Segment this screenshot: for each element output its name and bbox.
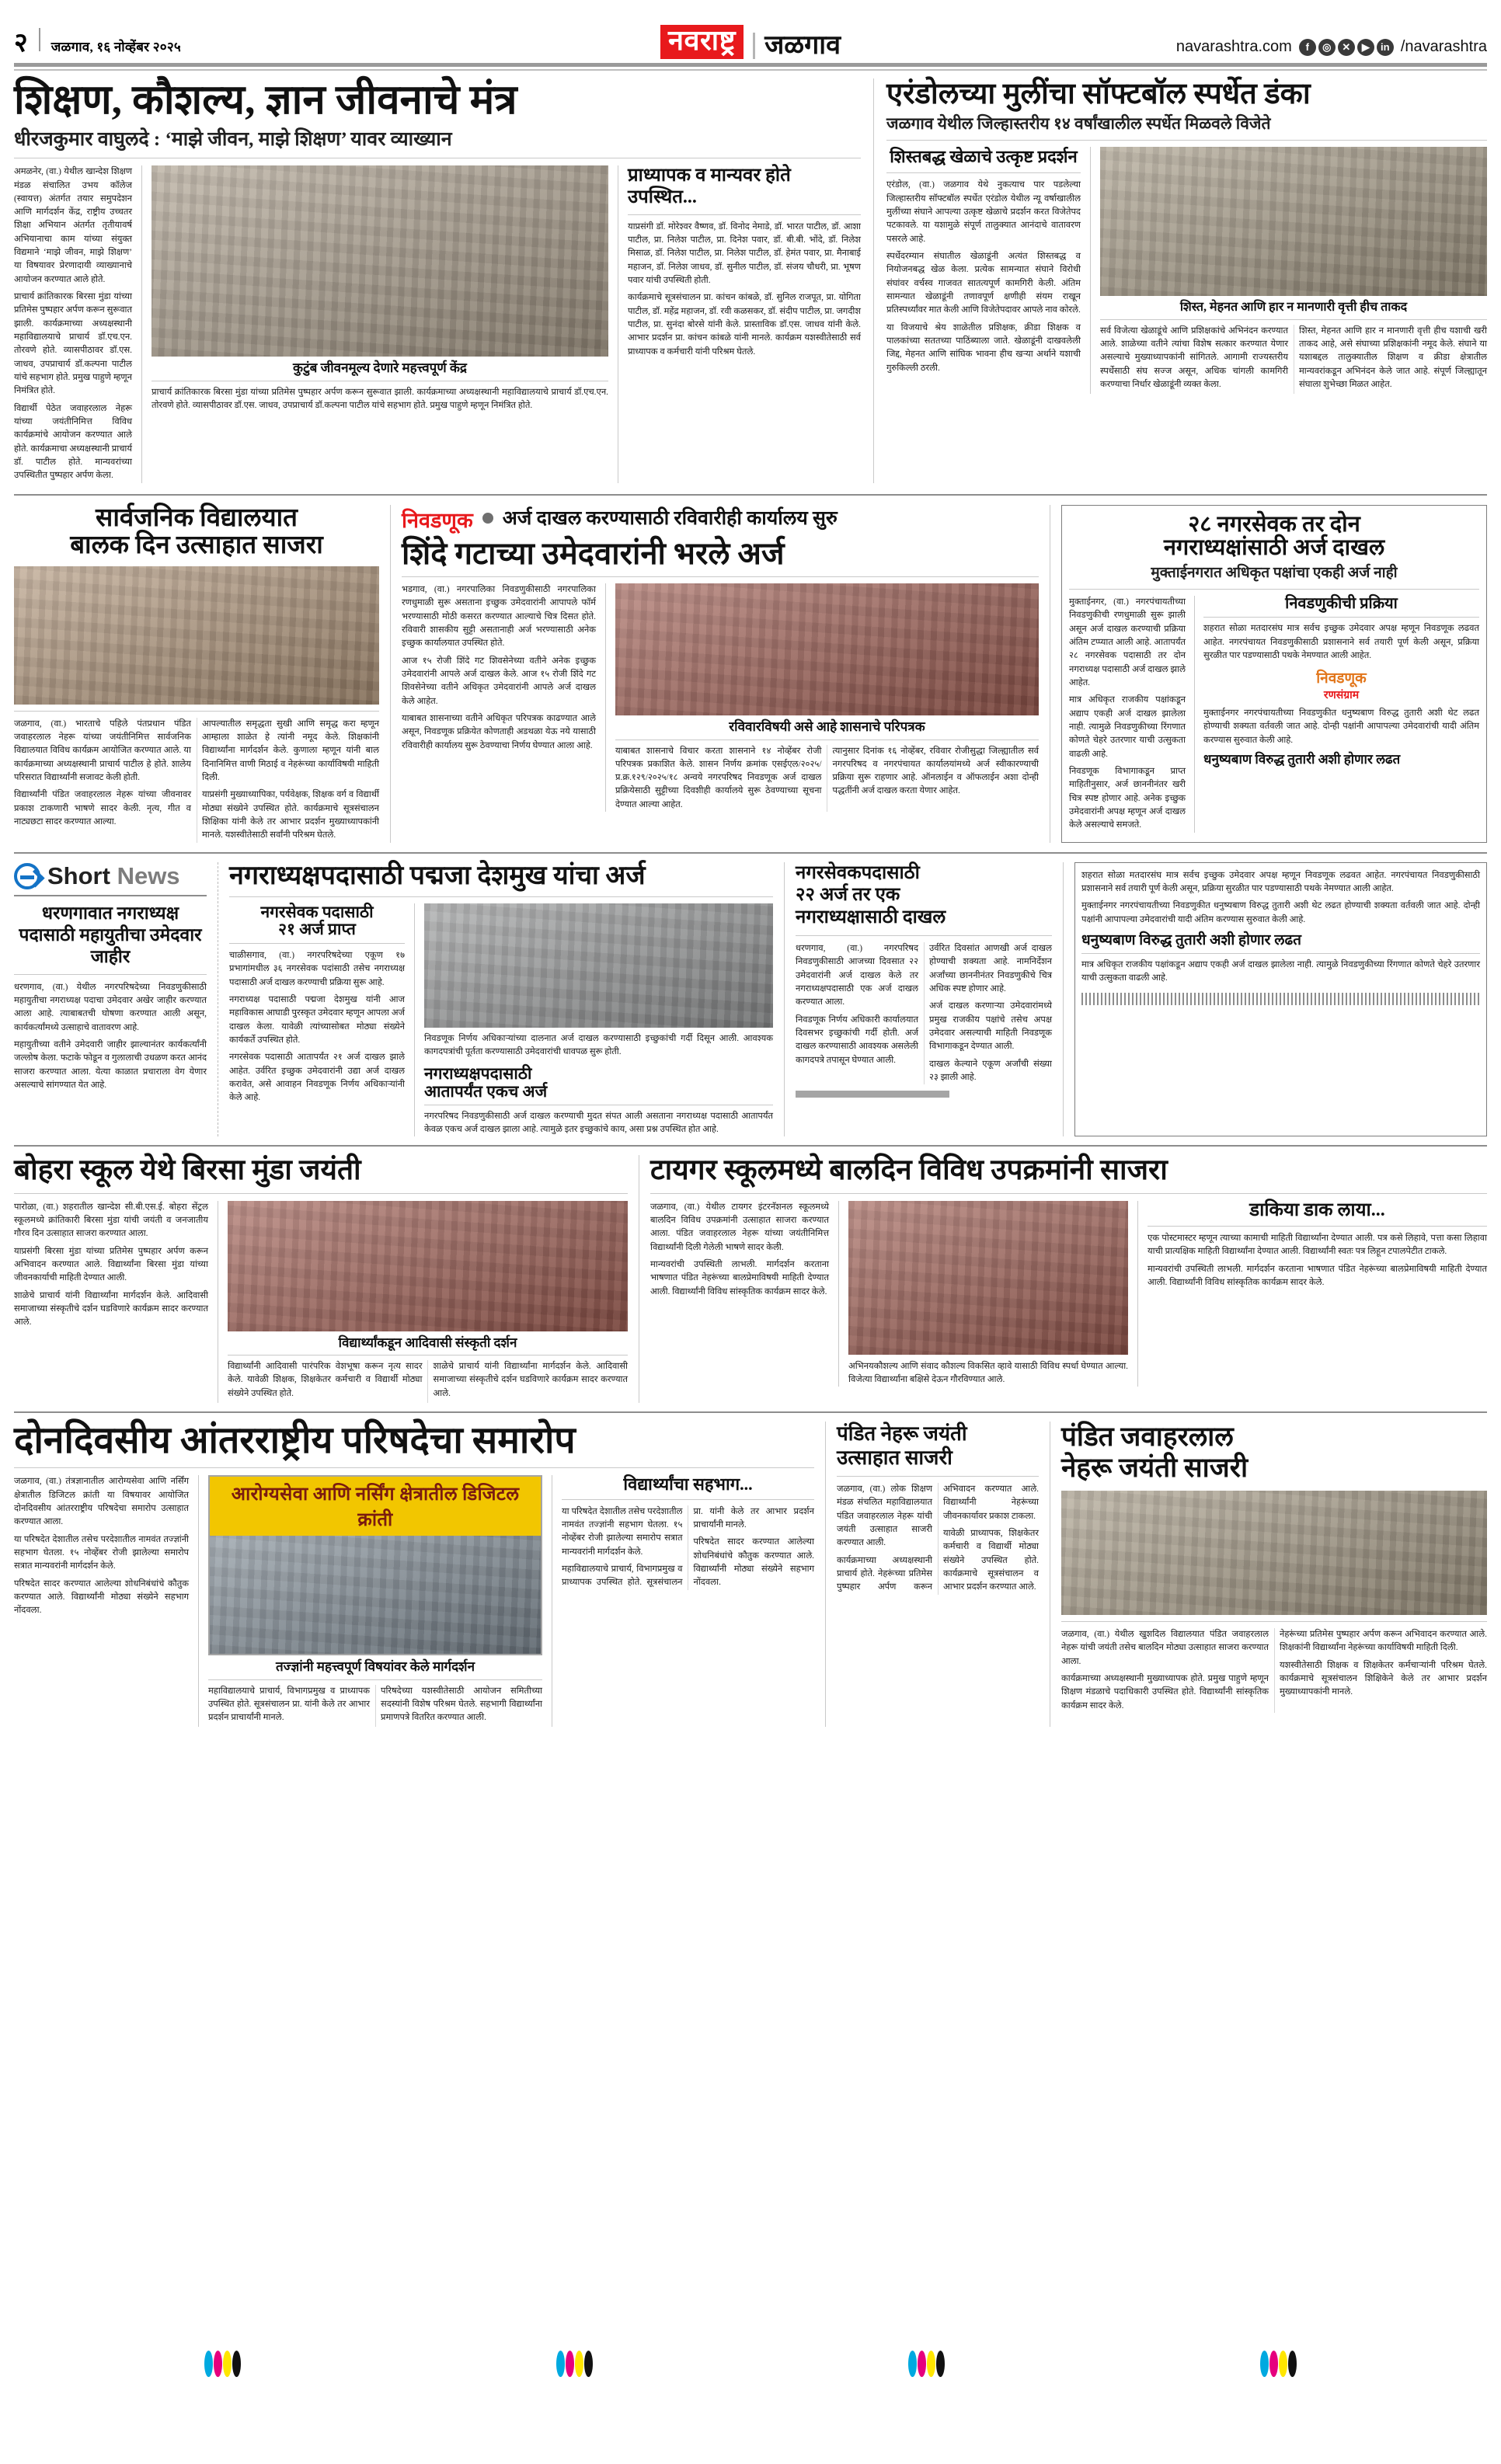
nagarsevak22-para-3: उर्वरित दिवसांत आणखी अर्ज दाखल होण्याची शक्यता आहे. नामनिर्देशन अर्जांच्या छाननीनंतर निवडणुकीचे चित्र अधिक स्पष्ट होणार आहे. [929,944,1052,994]
bullet-dot-icon [482,513,493,524]
arrow-right-circle-icon [14,863,40,889]
shinde-story [402,505,1039,843]
nehru-big-para-1: जळगाव, (वा.) येथील खुशदिल विद्यालयात पंडित जवाहरलाल नेहरू यांची जयंती तसेच बालदिन मोठ्या उत्साहात साजरा करण्यात आला. [1061,1630,1269,1666]
parishad-banner-title: आरोग्यसेवा आणि नर्सिंग क्षेत्रातील डिजिटल क्रांती [210,1477,541,1536]
padmaja-col-1 [229,903,405,1137]
band-3 [14,862,1487,1137]
registration-mark-2 [556,2351,593,2377]
masthead-brand-block[interactable] [660,25,841,59]
nagarsevak28-tail-para-1: शहरात सोळा मतदारसंघ मात्र सर्वच इच्छुक उमेदवार अपक्ष म्हणून निवडणूक लढवत आहेत. नगरपंचायत निवडणुकीसाठी प्रशासनाने सर्व तयारी पूर्ण केली असून, प्रक्रिया सुरळीत पार पडण्यासाठी पथके नेमण्यात आली आहेत. [1081,870,1480,893]
brand-logo[interactable]: नवराष्ट्र [660,25,744,59]
softball-headline: एरंडोलच्या मुलींचा सॉफ्टबॉल स्पर्धेत डंका [886,78,1311,110]
nagarsevak22-para-1: धरणगाव, (वा.) नगरपरिषद निवडणुकीसाठी आजच्या दिवसात २२ उमेदवारांनी अर्ज दाखल केले तर नगराध्यक्षपदासाठी एक अर्ज दाखल करण्यात आला. [796,944,918,1008]
softball-story [886,78,1487,483]
lead-sidebar-para-2: कार्यक्रमाचे सूत्रसंचालन प्रा. कांचन कांबळे, डॉ. सुनिल राजपूत, प्रा. योगिता पाटील, डॉ. महेंद्र महाजन, डॉ. रवी कळसकर, डॉ. संदीप पाटील, प्रा. जगदीश पाटील, प्रा. सुनंदा बोरसे यांनी केले. प्रास्ताविक डॉ.एस. जाधव यांनी केले. आभार प्रदर्शन प्रा. कांचन कांबळे यांनी मानले. कार्यक्रम यशस्वीतेसाठी सर्व प्राध्यापक व कर्मचारी यांनी परिश्रम घेतले. [628,293,861,357]
reg-yellow-dot [223,2351,232,2377]
padmaja-col-2 [424,903,773,1137]
band-2-rule-1 [390,505,391,843]
bohra-divider [14,1193,628,1194]
nagarsevak22-headline-2: २२ अर्ज तर एक [796,885,900,906]
parishad-para-5: परिषदेच्या यशस्वीतेसाठी आयोजन समितीच्या सदस्यांनी विशेष परिश्रम घेतले. सहभागी विद्यार्थ्यांना प्रमाणपत्रे वितरित करण्यात आली. [381,1686,542,1723]
padmaja-rule-1 [414,903,415,1137]
lead-band [14,78,1487,483]
softball-subhead: जळगाव येथील जिल्हास्तरीय १४ वर्षांखालील स्पर्धेत मिळवले विजेते [886,114,1271,134]
padmaja-para-3: नगरसेवक पदासाठी आतापर्यंत २१ अर्ज दाखल झाले आहेत. उर्वरित इच्छुक उमेदवारांनी उद्या अर्ज दाखल करावेत, असे आवाहन निवडणूक निर्णय अधिकाऱ्यांनी केले आहे. [229,1053,405,1103]
nagarsevak22-para-5: दाखल केल्याने एकूण अर्जांची संख्या २३ झाली आहे. [929,1059,1052,1082]
bohra-para-2: याप्रसंगी बिरसा मुंडा यांच्या प्रतिमेस पुष्पहार अर्पण करून अभिवादन करण्यात आले. विद्यार्थ्यांना बिरसा मुंडा यांच्या जीवनकार्याची माहिती देण्यात आली. [14,1246,208,1283]
parishad-headline: दोनदिवसीय आंतरराष्ट्रीय परिषदेचा समारोप [14,1419,576,1461]
bohra-caption-rule [228,1355,628,1356]
parishad-col-3 [562,1475,814,1727]
bohra-photo [228,1201,628,1331]
tiger-headline: टायगर स्कूलमध्ये बालदिन विविध उपक्रमांनी साजरा [650,1154,1168,1187]
nehru-big-story [1061,1422,1487,1728]
social-links[interactable] [1299,39,1394,56]
masthead-divider [39,28,40,51]
facebook-icon[interactable]: f [1299,39,1316,56]
reg-black-dot [232,2351,241,2377]
parishad-para-4: महाविद्यालयाचे प्राचार्य, विभागप्रमुख व प्राध्यापक उपस्थित होते. सूत्रसंचालन प्रा. यांनी केले तर आभार प्रदर्शन प्राचार्यांनी मानले. [208,1686,370,1723]
instagram-icon[interactable]: ◎ [1318,39,1336,56]
short-news-rule-2 [14,974,207,975]
parishad-caption-rule [208,1679,542,1680]
website-url[interactable]: navarashtra.com [1175,38,1292,55]
parishad-col-1 [14,1475,189,1727]
padmaja-photo-body: निवडणूक निर्णय अधिकाऱ्यांच्या दालनात अर्ज दाखल करण्यासाठी इच्छुकांची गर्दी दिसून आली. आवश्यक कागदपत्रांची पूर्तता करण्यासाठी उमेदवारांची धावपळ सुरू होती. [424,1033,773,1056]
parishad-para-7: महाविद्यालयाचे प्राचार्य, विभागप्रमुख व प्राध्यापक उपस्थित होते. सूत्रसंचालन प्रा. यांनी केले तर आभार प्रदर्शन प्राचार्यांनी मानले. [562,1506,814,1588]
tiger-divider [650,1193,1487,1194]
tiger-side-head: डाकिया डाक लाया... [1249,1199,1385,1220]
masthead-left [14,28,181,56]
lead-rule-1 [141,165,142,483]
nagarsevak28-para-1: मुक्ताईनगर, (वा.) नगरपंचायतीच्या निवडणुकीची रणधुमाळी सुरू झाली असून अर्ज दाखल करण्याची प्रक्रिया अंतिम टप्प्यात आली आहे. आतापर्यंत २८ नगरसेवक पदासाठी तर दोन नगराध्यक्ष पदासाठी अर्ज दाखल झाले आहेत. [1069,597,1186,687]
lead-subhead: धीरजकुमार वाघुलदे : ‘माझे जीवन, माझे शिक्षण’ यावर व्याख्यान [14,129,452,151]
parishad-story [14,1419,814,1728]
lead-band-rule [873,78,874,483]
band-3-rule-2 [784,862,785,1137]
ransangram-tag-main: रणसंग्राम [1323,690,1360,702]
softball-para-2: स्पर्धेदरम्यान संघातील खेळाडूंनी अत्यंत शिस्तबद्ध व नियोजनबद्ध खेळ केला. प्रत्येक सामन्यात संघाने विरोधी संघांवर वर्चस्व गाजवत सातत्यपूर्ण कामगिरी केली. अंतिम सामन्यात खेळाडूंनी तणावपूर्ण क्षणीही संयम राखून प्रतिस्पर्ध्यांवर मात केली आणि विजेतेपदावर आपले नाव कोरले. [886,252,1081,315]
balak-din-photo [14,566,379,705]
softball-caption-rule [1100,319,1487,320]
registration-mark-3 [908,2351,945,2377]
softball-para-1: एरंडोल, (वा.) जळगाव येथे नुकत्याच पार पडलेल्या जिल्हास्तरीय सॉफ्टबॉल स्पर्धेत एरंडोल येथील न्यू वर्षाखालील मुलींच्या संघाने आपल्या उत्कृष्ट खेळाचे प्रदर्शन करत विजेतेपद पटकावले. या यशामुळे संपूर्ण तालुक्यात आनंदाचे वातावरण पसरले आहे. [886,180,1081,244]
nehru-big-para-2: कार्यक्रमाच्या अध्यक्षस्थानी मुख्याध्यापक होते. प्रमुख पाहुणे म्हणून शिक्षण मंडळाचे पदाधिकारी उपस्थित होते. विद्यार्थ्यांनी सांस्कृतिक कार्यक्रम सादर केले. [1061,1674,1269,1711]
bohra-para-5: शाळेचे प्राचार्य यांनी विद्यार्थ्यांना मार्गदर्शन केले. आदिवासी समाजाच्या संस्कृतीचे दर्शन घडविणारे कार्यक्रम सादर करण्यात आले. [433,1362,628,1398]
reg-cyan-dot [556,2351,565,2377]
lead-sidebar-head: प्राध्यापक व मान्यवर होते उपस्थित... [628,165,791,207]
nagarsevak28-subhead: मुक्ताईनगरात अधिकृत पक्षांचा एकही अर्ज नाही [1151,565,1398,582]
balak-din-story [14,505,379,843]
ransangram-tag-top: निवडणूक [1316,670,1367,687]
lead-photo-body: प्राचार्य क्रांतिकारक बिरसा मुंडा यांच्या प्रतिमेस पुष्पहार अर्पण करून सुरूवात झाली. कार्यक्रमाच्या अध्यक्षस्थानी महाविद्यालयाचे प्राचार्य डॉ.एच.एन. तोरवणे होते. व्यासपीठावर डॉ.एस. जाधव, उपप्राचार्य डॉ.कल्पना पाटील यांचे सहभाग होते. प्रमुख पाहुणे म्हणून निमंत्रित होते. [151,387,608,410]
nehru-small-headline-2: उत्साहात साजरी [837,1446,952,1469]
padmaja-caption-2: आतापर्यंत एकच अर्ज [424,1081,548,1101]
softball-photo [1100,147,1487,296]
band-5 [14,1419,1487,1728]
short-news-block [14,862,207,1137]
balak-din-para-2: विद्यार्थ्यांनी पंडित जवाहरलाल नेहरू यांच्या जीवनावर प्रकाश टाकणारी भाषणे सादर केली. नृत्य, गीत व नाट्यछटा सादर करण्यात आल्या. [14,790,191,827]
reg-yellow-dot [575,2351,583,2377]
nagarsevak28-story [1061,505,1487,843]
nehru-small-para-2: कार्यक्रमाच्या अध्यक्षस्थानी प्राचार्य होते. नेहरूंच्या प्रतिमेस पुष्पहार अर्पण करून अभिवादन करण्यात आले. विद्यार्थ्यांनी नेहरूंच्या जीवनकार्यावर प्रकाश टाकला. [837,1484,1039,1592]
lead-para-3: विद्यार्थी पेठेत जवाहरलाल नेहरू यांच्या जयंतीनिमित्त विविध कार्यक्रमांचे आयोजन करण्यात आले होते. कार्यक्रमाचा अध्यक्षस्थानी प्राचार्य डॉ. पाटील होते. मान्यवरांच्या उपस्थितीत पुष्पहार अर्पण केला. [14,403,132,481]
lead-para-2: प्राचार्य क्रांतिकारक बिरसा मुंडा यांच्या प्रतिमेस पुष्पहार अर्पण करून सुरूवात झाली. कार्यक्रमाच्या अध्यक्षस्थानी महाविद्यालयाचे प्राचार्य डॉ.एच.एन. तोरवणे होते. व्यासपीठावर डॉ.एस. जाधव, उपप्राचार्य डॉ.कल्पना पाटील यांचे सहभाग होते. प्रमुख पाहुणे म्हणून निमंत्रित होते. [14,292,132,396]
softball-kicker: शिस्तबद्ध खेळाचे उत्कृष्ट प्रदर्शन [890,147,1078,167]
short-news-headline: धरणगावात नगराध्यक्ष पदासाठी महायुतीचा उमेदवार जाहीर [19,903,202,966]
nehru-small-story [837,1422,1039,1728]
softball-right-col [1100,147,1487,393]
parishad-para-1: जळगाव, (वा.) तंत्रज्ञानातील आरोग्यसेवा आणि नर्सिंग क्षेत्रातील डिजिटल क्रांती या विषयावर आयोजित दोनदिवसीय आंतरराष्ट्रीय परिषदेचा समारोप उत्साहात करण्यात आला. [14,1477,189,1527]
nehru-big-photo [1061,1491,1487,1615]
padmaja-kicker-1: नगरसेवक पदासाठी [260,902,374,921]
reg-magenta-dot [1269,2351,1278,2377]
nagarsevak28-tail-para-2: मुक्ताईनगर नगरपंचायतीच्या निवडणुकीत धनुष्यबाण विरुद्ध तुतारी अशी थेट लढत होण्याची शक्यता वर्तवली जात आहे. दोन्ही पक्षांनी आपापल्या उमेदवारांची यादी अंतिम करण्यास सुरुवात केली आहे. [1081,901,1480,924]
nagarsevak28-sidebar-rule [1203,617,1479,618]
nehru-small-headline-1: पंडित नेहरू जयंती [837,1422,967,1445]
nehru-big-para-3: नेहरूंच्या प्रतिमेस पुष्पहार अर्पण करून अभिवादन करण्यात आले. शिक्षकांनी विद्यार्थ्यांना नेहरूंच्या कार्याविषयी माहिती दिली. [1280,1630,1487,1653]
shinde-kicker: अर्ज दाखल करण्यासाठी रविवारीही कार्यालय सुरु [502,507,838,529]
band-3-rule-3 [1063,862,1064,1137]
nagarsevak28-headline-1: २८ नगरसेवक तर दोन [1188,511,1360,537]
tiger-rule-1 [838,1201,839,1387]
lead-photo [151,165,608,357]
nagarsevak28-col-2 [1203,596,1479,833]
nehru-big-headline-1: पंडित जवाहरलाल [1061,1421,1234,1452]
shinde-col-1 [402,583,596,812]
lead-sidebar-rule [628,214,861,215]
band-4-bottom-rule [14,1411,1487,1413]
nehru-small-para-1: जळगाव, (वा.) लोक शिक्षण मंडळ संचलित महाविद्यालयात पंडित जवाहरलाल नेहरू यांची जयंती उत्साहात साजरी करण्यात आली. [837,1484,932,1548]
masthead-rule-thin [14,69,1487,71]
tiger-side-para: एक पोस्टमास्टर म्हणून त्याच्या कामाची माहिती विद्यार्थ्यांना देण्यात आली. पत्र कसे लिहावे, पत्ता कसा लिहावा याची प्रात्यक्षिक माहिती विद्यार्थ्यांना देण्यात आली. विद्यार्थ्यांनी स्वतः पत्र लिहून टपालपेटीत टाकले. [1148,1234,1487,1257]
masthead-date: जळगाव, १६ नोव्हेंबर २०२५ [50,40,181,54]
parishad-para-6: या परिषदेत देशातील तसेच परदेशातील नामवंत तज्ज्ञांनी सहभाग घेतला. १५ नोव्हेंबर रोजी झालेल्या समारोप सत्रात मान्यवरांनी मार्गदर्शन केले. [562,1506,683,1557]
shinde-para-4: याबाबत शासनाचे विचार करता शासनाने १४ नोव्हेंबर रोजी परिपत्रक प्रकाशित केले. शासन निर्णय क्रमांक एसईएल/२०२५/प्र.क्र.१२९/२०२५/१८ अन्वये नगरपरिषद निवडणूक अर्ज दाखल प्रक्रियेसाठी सुट्टीच्या दिवशीही कार्यालये सुरू ठेवण्याच्या सूचना देण्यात आल्या आहेत. [615,746,822,809]
registration-mark-1 [204,2351,241,2377]
band-1-rule [14,494,1487,496]
tiger-photo [848,1201,1128,1355]
balak-din-para-3: आपल्यातील समृद्धता सुखी आणि समृद्ध करा म्हणून आम्हाला शाळेत हे त्यांनी नमूद केले. शिक्षकांनी विद्यार्थ्यांना मार्गदर्शन केले. कुणाला म्हणून यांनी बाल दिनानिमित्त वाणी मिठाई व नेहरूंच्या कार्याविषयी माहिती दिली. [202,719,379,782]
nagarsevak28-para-4: शहरात सोळा मतदारसंघ मात्र सर्वच इच्छुक उमेदवार अपक्ष म्हणून निवडणूक लढवत आहेत. नगरपंचायत निवडणुकीसाठी प्रशासनाने सर्व तयारी पूर्ण केली असून, प्रक्रिया सुरळीत पार पडण्यासाठी पथके नेमण्यात आली आहेत. [1203,624,1479,660]
reg-magenta-dot [918,2351,926,2377]
nagarsevak28-headline-2: नगराध्यक्षांसाठी अर्ज दाखल [1163,535,1385,561]
padmaja-story [229,862,773,1137]
tiger-side [1148,1201,1487,1387]
x-twitter-icon[interactable]: ✕ [1338,39,1355,56]
lead-photo-block [151,165,608,483]
parishad-photo [210,1536,541,1654]
tiger-col-1 [650,1201,829,1387]
election-tag: निवडणूक [402,508,473,532]
nagarsevak28-para-2: मात्र अधिकृत राजकीय पक्षांकडून अद्याप एकही अर्ज दाखल झालेला नाही. त्यामुळे निवडणुकीच्या रिंगणात कोणते चेहरे उतरणार याची उत्सुकता वाढली आहे. [1069,695,1186,759]
balak-din-para-1: जळगाव, (वा.) भारताचे पहिले पंतप्रधान पंडित जवाहरलाल नेहरू यांच्या जयंतीनिमित्त सार्वजनिक विद्यालयात विविध कार्यक्रम आयोजित करण्यात आले. या कार्यक्रमाच्या अध्यक्षस्थानी प्राचार्य पाटील हे होते. शालेय परिसरात विद्यार्थ्यांनी सजावट केली होती. [14,719,191,782]
masthead-rule-thick [14,63,1487,67]
linkedin-icon[interactable]: in [1377,39,1394,56]
parishad-rule-1 [198,1475,199,1727]
band-3-bottom-rule [14,1145,1487,1147]
ransangram-logo [1203,667,1479,702]
bohra-headline: बोहरा स्कूल येथे बिरसा मुंडा जयंती [14,1154,361,1187]
bohra-photo-caption: विद्यार्थ्यांकडून आदिवासी संस्कृती दर्शन [338,1335,517,1350]
nagarsevak22-divider [796,935,1052,936]
shinde-para-1: भडगाव, (वा.) नगरपालिका निवडणुकीसाठी नगरपालिका रणधुमाळी सुरू असताना इच्छुक उमेदवारांनी आपापले फॉर्म भरण्यासाठी मोठी कसरत करण्यात आल्याचे चित्र दिसत होते. रविवारी शासकीय सुट्टी असतानाही अर्ज भरण्यासाठी अनेक इच्छुक कार्यालयात उपस्थित होते. [402,585,596,649]
tiger-rule-2 [1137,1201,1138,1387]
parishad-divider [14,1467,814,1468]
parishad-para-3: परिषदेत सादर करण्यात आलेल्या शोधनिबंधांचे कौतुक करण्यात आले. विद्यार्थ्यांनी मोठ्या संख्येने सहभाग नोंदवला. [14,1578,189,1616]
shinde-headline: शिंदे गटाच्या उमेदवारांनी भरले अर्ज [402,535,785,571]
nagarsevak22-end-bar [796,1091,949,1098]
reg-black-dot [1288,2351,1297,2377]
softball-kicker-rule [886,172,1081,173]
reg-cyan-dot [204,2351,213,2377]
padmaja-caption-1: नगराध्यक्षपदासाठी [424,1064,532,1084]
balak-din-headline-1: सार्वजनिक विद्यालयात [96,503,298,532]
reg-yellow-dot [1279,2351,1287,2377]
nagarsevak28-para-5: मुक्ताईनगर नगरपंचायतीच्या निवडणुकीत धनुष्यबाण विरुद्ध तुतारी अशी थेट लढत होण्याची शक्यता वर्तवली जात आहे. दोन्ही पक्षांनी आपापल्या उमेदवारांची यादी अंतिम करण्यास सुरुवात केली आहे. [1203,708,1479,745]
nagarsevak28-subhead-2: धनुष्यबाण विरुद्ध तुतारी अशी होणार लढत [1203,752,1401,767]
balak-din-para-4: याप्रसंगी मुख्याध्यापिका, पर्यवेक्षक, शिक्षक वर्ग व विद्यार्थी मोठ्या संख्येने उपस्थित होते. कार्यक्रमाचे सूत्रसंचालन शिक्षिका यांनी केले तर आभार प्रदर्शन मुख्याध्यापकांनी मानले. यशस्वीतेसाठी सर्वांनी परिश्रम घेतले. [202,790,379,840]
padmaja-kicker-2: २१ अर्ज प्राप्त [278,919,356,938]
tiger-side-para-2: मान्यवरांची उपस्थिती लाभली. मार्गदर्शन करताना भाषणात पंडित नेहरूंच्या बालप्रेमाविषयी माहिती देण्यात आली. विद्यार्थ्यांनी विविध सांस्कृतिक कार्यक्रम सादर केले. [1148,1264,1487,1288]
nehru-small-divider [837,1476,1039,1477]
shinde-para-2: आज १५ रोजी शिंदे गट शिवसेनेच्या वतीने अनेक इच्छुक उमेदवारांनी आपले अर्ज दाखल केले. आज १५ रोजी शिंदे गट शिवसेनेच्या वतीने अधिकृत उमेदवारांनी आपले अर्ज दाखल केले आहेत. [402,656,596,706]
nagarsevak28-tail-para-3: मात्र अधिकृत राजकीय पक्षांकडून अद्याप एकही अर्ज दाखल झालेला नाही. त्यामुळे निवडणुकीच्या रिंगणात कोणते चेहरे उतरणार याची उत्सुकता वाढली आहे. [1081,960,1480,983]
nehru-small-para-3: यावेळी प्राध्यापक, शिक्षकेतर कर्मचारी व विद्यार्थी मोठ्या संख्येने उपस्थित होते. कार्यक्रमाचे सूत्रसंचालन व आभार प्रदर्शन करण्यात आले. [943,1528,1039,1592]
reg-black-dot [936,2351,945,2377]
reg-cyan-dot [908,2351,917,2377]
parishad-photo-caption: तज्ज्ञांनी महत्त्वपूर्ण विषयांवर केले मार्गदर्शन [275,1659,475,1675]
short-news-header [14,862,207,890]
nehru-big-headline-2: नेहरू जयंती साजरी [1061,1452,1249,1483]
reg-black-dot [584,2351,593,2377]
parishad-para-8: परिषदेत सादर करण्यात आलेल्या शोधनिबंधांचे कौतुक करण्यात आले. विद्यार्थ्यांनी मोठ्या संख्येने सहभाग नोंदवला. [693,1537,814,1588]
lead-para-1: अमळनेर, (वा.) येथील खान्देश शिक्षण मंडळ संचालित उभय कॉलेज (स्वायत्त) अंतर्गत तयार समुपदेशन आणि मार्गदर्शन केंद्र, राष्ट्रीय उच्चतर शिक्षा अभियान अंतर्गत तृतीयावर्ष अभियानाचा काम यांच्या संयुक्त विद्यमाने ‘माझे जीवन, माझे शिक्षण’ या विषयावर प्रेरणादायी व्याख्यानाचे आयोजन करण्यात आले होते. [14,167,132,284]
nagarsevak22-para-2: निवडणूक निर्णय अधिकारी कार्यालयात दिवसभर इच्छुकांची गर्दी होती. अर्ज दाखल करण्यासाठी आवश्यक असलेली कागदपत्रे तपासून घेण्यात आली. [796,1014,918,1065]
band-2 [14,505,1487,843]
lead-sidebar [628,165,861,483]
lead-story [14,78,861,483]
softball-para-3: या विजयाचे श्रेय शाळेतील प्रशिक्षक, क्रीडा शिक्षक व पालकांच्या सततच्या पाठिंब्याला जाते. खेळाडूंनी दाखवलेली जिद्द, मेहनत आणि सांघिक भावना हीच खऱ्या अर्थाने यशाची गुरुकिल्ली ठरली. [886,322,1081,373]
short-news-para-2: महायुतीच्या वतीने उमेदवारी जाहीर झाल्यानंतर कार्यकर्त्यांनी जल्लोष केला. फटाके फोडून व गुलालाची उधळण करत आनंद साजरा करण्यात आला. येत्या काळात प्रचाराला वेग येणार असल्याचे सांगण्यात येत आहे. [14,1040,207,1091]
tiger-para-1: जळगाव, (वा.) येथील टायगर इंटरनॅशनल स्कूलमध्ये बालदिन विविध उपक्रमांनी उत्साहात साजरा करण्यात आला. पंडित जवाहरलाल नेहरू यांच्या जयंतीनिमित्त विद्यार्थ्यांनी दिली गेलेली भाषणे सादर केली. [650,1202,829,1252]
tiger-photo-block [848,1201,1128,1387]
bohra-col-2 [228,1201,628,1403]
bohra-para-3: शाळेचे प्राचार्य यांनी विद्यार्थ्यांना मार्गदर्शन केले. आदिवासी समाजाच्या संस्कृतीचे दर्शन घडविणारे कार्यक्रम सादर करण्यात आले. [14,1290,208,1328]
shinde-photo-block [615,583,1039,812]
band-4 [14,1155,1487,1402]
padmaja-headline: नगराध्यक्षपदासाठी पद्मजा देशमुख यांचा अर्ज [229,861,646,890]
band-2-bottom-rule [14,852,1487,854]
registration-mark-4 [1260,2351,1297,2377]
registration-marks [0,2351,1501,2377]
reg-cyan-dot [1260,2351,1269,2377]
short-news-title-b: News [117,861,180,889]
balak-din-rule [14,711,379,712]
bohra-para-1: पारोळा, (वा.) शहरातील खान्देश सी.बी.एस.ई. बोहरा सेंट्रल स्कूलमध्ये क्रांतिकारी बिरसा मुंडा यांची जयंती व जनजातीय गौरव दिन उत्साहात साजरा करण्यात आला. [14,1202,208,1239]
softball-divider [886,140,1487,141]
padmaja-divider [229,896,773,897]
softball-para-5: शिस्त, मेहनत आणि हार न मानणारी वृत्ती हीच यशाची खरी ताकद आहे, असे संघाच्या प्रशिक्षकांनी नमूद केले. संघाने या यशाबद्दल तालुक्यातील शिक्षण व क्रीडा क्षेत्रातील मान्यवरांकडून अभिनंदन केले जात आहे. संपूर्ण जिल्ह्यातून संघाला शुभेच्छा मिळत आहेत. [1299,325,1487,389]
balak-din-headline-2: बालक दिन उत्साहात साजरा [70,531,323,559]
nagarsevak22-headline-3: नगराध्यक्षासाठी दाखल [796,907,946,928]
nagarsevak28-para-3: निवडणूक विभागाकडून प्राप्त माहितीनुसार, अर्ज छाननीनंतर खरी चित्र स्पष्ट होणार आहे. अनेक इच्छुक उमेदवारांनी अपक्ष म्हणून अर्ज दाखल केले असल्याचे समजते. [1069,766,1186,830]
shinde-rule-1 [605,583,606,812]
bohra-para-4: विद्यार्थ्यांनी आदिवासी पारंपरिक वेशभूषा करून नृत्य सादर केले. यावेळी शिक्षक, शिक्षकेतर कर्मचारी व विद्यार्थी मोठ्या संख्येने उपस्थित होते. [228,1362,423,1398]
nagarsevak28-rule [1069,589,1479,590]
parishad-photo-block [208,1475,542,1727]
parishad-banner [208,1475,542,1655]
nehru-big-divider [1061,1621,1487,1622]
short-news-title-a: Short [47,861,110,889]
nagarsevak28-tail-hatch [1081,993,1480,1005]
shinde-photo-caption: रविवारविषयी असे आहे शासनाचे परिपत्रक [729,719,925,735]
nagarsevak22-headline-1: नगरसेवकपदासाठी [796,862,920,883]
shinde-photo [615,583,1039,715]
tiger-para-3: अभिनयकौशल्य आणि संवाद कौशल्य विकसित व्हावे यासाठी विविध स्पर्धा घेण्यात आल्या. विजेत्या विद्यार्थ्यांना बक्षिसे देऊन गौरविण्यात आले. [848,1361,1128,1384]
softball-para-4: सर्व विजेत्या खेळाडूंचे आणि प्रशिक्षकांचे अभिनंदन करण्यात आले. शाळेच्या वतीने त्यांचा विशेष सत्कार करण्यात येणार असल्याचे मुख्याध्यापकांनी सांगितले. आगामी राज्यस्तरीय स्पर्धेसाठी संघ सज्ज असून, अधिक चांगली कामगिरी करण्याचा निर्धार खेळाडूंनी व्यक्त केला. [1100,325,1288,389]
reg-yellow-dot [927,2351,935,2377]
lead-headline: शिक्षण, कौशल्य, ज्ञान जीवनाचे मंत्र [14,78,517,123]
tiger-story [650,1155,1487,1402]
padmaja-photo [424,903,773,1028]
softball-photo-caption: शिस्त, मेहनत आणि हार न मानणारी वृत्ती हीच ताकद [1179,301,1408,315]
masthead-right [1176,38,1487,56]
youtube-icon[interactable]: ▶ [1357,39,1374,56]
padmaja-kicker-rule [229,943,405,944]
bohra-story [14,1155,628,1402]
padmaja-para-2: नगराध्यक्ष पदासाठी पद्मजा देशमुख यांनी आज महाविकास आघाडी पुरस्कृत उमेदवार म्हणून आपला अर्ज दाखल केला. यावेळी त्यांच्यासोबत मोठ्या संख्येने कार्यकर्ते उपस्थित होते. [229,995,406,1046]
shinde-divider [402,576,1039,577]
tiger-para-2: मान्यवरांची उपस्थिती लाभली. मार्गदर्शन करताना भाषणात पंडित नेहरूंच्या बालप्रेमाविषयी माहिती देण्यात आली. विद्यार्थ्यांनी विविध सांस्कृतिक कार्यक्रम सादर केले. [650,1259,829,1296]
parishad-subhead-rule [562,1499,814,1500]
page-number: २ [14,28,28,57]
parishad-subhead: विद्यार्थ्यांचा सहभाग... [623,1474,753,1495]
social-handle[interactable]: /navarashtra [1400,38,1487,55]
parishad-para-2: या परिषदेत देशातील तसेच परदेशातील नामवंत तज्ज्ञांनी सहभाग घेतला. १५ नोव्हेंबर रोजी झालेल्या समारोप सत्रात मान्यवरांनी मार्गदर्शन केले. [14,1534,189,1571]
short-news-para-1: धरणगाव, (वा.) येथील नगरपरिषदेच्या निवडणुकीसाठी महायुतीचा नगराध्यक्ष पदाचा उमेदवार अखेर जाहीर करण्यात आला आहे. त्याबाबतची घोषणा करण्यात आली असून, कार्यकर्त्यांमध्ये उत्साहाचे वातावरण आहे. [14,982,207,1032]
short-news-rule [14,895,207,896]
padmaja-para-1: चाळीसगाव, (वा.) नगरपरिषदेच्या एकूण १७ प्रभागांमधील ३६ नगरसेवक पदांसाठी तसेच नगराध्यक्ष पदासाठी अर्ज दाखल करण्याची प्रक्रिया सुरू आहे. [229,951,405,987]
nagarsevak22-story [796,862,1052,1137]
softball-left-col [886,147,1081,393]
lead-sidebar-para-1: याप्रसंगी डॉ. मोरेश्वर वैष्णव, डॉ. विनोद नेमाडे, डॉ. भारत पाटील, डॉ. आशा पाटील, प्रा. निलेश पाटील, प्रा. दिनेश पवार, डॉ. बी.बी. भोंदे, डॉ. निलेश मिसाळ, डॉ. निलेश पाटील, प्रा. निलेश पाटील, डॉ. हेमंत पवार, प्रा. मैनाबाई महाजन, डॉ. निलेश जाधव, डॉ. सुनील पाटील, डॉ. संजय चौधरी, प्रा. भूषण पवार यांची उपस्थिती होती. [628,221,861,286]
masthead [14,0,1487,61]
nagarsevak28-tail-rule [1081,953,1480,954]
softball-rule-1 [1090,147,1091,393]
brand-separator [753,33,755,59]
nagarsevak28-rule-1 [1194,596,1195,833]
lead-photo-caption: कुटुंब जीवनमूल्य देणारे महत्त्वपूर्ण केंद्र [293,360,467,376]
edition-name: जळगाव [764,31,841,60]
reg-magenta-dot [566,2351,574,2377]
nagarsevak22-para-4: अर्ज दाखल करणाऱ्या उमेदवारांमध्ये प्रमुख राजकीय पक्षांचे तसेच अपक्ष उमेदवार असल्याची माहिती निवडणूक विभागाकडून देण्यात आली. [929,1001,1052,1052]
bohra-col-1 [14,1201,208,1403]
nagarsevak28-tail [1074,862,1487,1137]
nehru-big-para-4: यशस्वीतेसाठी शिक्षक व शिक्षकेतर कर्मचाऱ्यांनी परिश्रम घेतले. कार्यक्रमाचे सूत्रसंचालन शिक्षिकेने केले तर आभार प्रदर्शन मुख्याध्यापकांनी मानले. [1280,1660,1487,1697]
nagarsevak28-tail-head: धनुष्यबाण विरुद्ध तुतारी अशी होणार लढत [1081,931,1302,948]
band-5-rule-1 [825,1422,826,1728]
tiger-side-rule [1148,1226,1487,1227]
padmaja-para-4: नगरपरिषद निवडणुकीसाठी अर्ज दाखल करण्याची मुदत संपत आली असताना नगराध्यक्ष पदासाठी आतापर्यंत केवळ एकच अर्ज दाखल झाला आहे. त्यामुळे इतर इच्छुकांचे काय, असा प्रश्न उपस्थित होत आहे. [424,1111,773,1135]
lead-column-1 [14,165,132,483]
shinde-para-3: याबाबत शासनाच्या वतीने अधिकृत परिपत्रक काढण्यात आले असून, निवडणूक प्रक्रियेत कोणताही अडथळा येऊ नये यासाठी रविवारीही कार्यालय सुरू ठेवण्याचा निर्णय घेण्यात आला आहे. [402,714,596,750]
nagarsevak28-col-1 [1069,596,1186,833]
shinde-para-5: त्यानुसार दिनांक १६ नोव्हेंबर, रविवार रोजीसुद्धा जिल्ह्यातील सर्व नगरपरिषद व नगरपंचायत कार्यालयांमध्ये अर्ज स्वीकारण्याची प्रक्रिया सुरू राहणार आहे. ऑनलाईन व ऑफलाईन अशा दोन्ही पद्धतींनी अर्ज दाखल करता येणार आहेत. [832,746,1039,796]
nagarsevak28-sidebar-head: निवडणुकीची प्रक्रिया [1285,594,1398,612]
reg-magenta-dot [214,2351,222,2377]
